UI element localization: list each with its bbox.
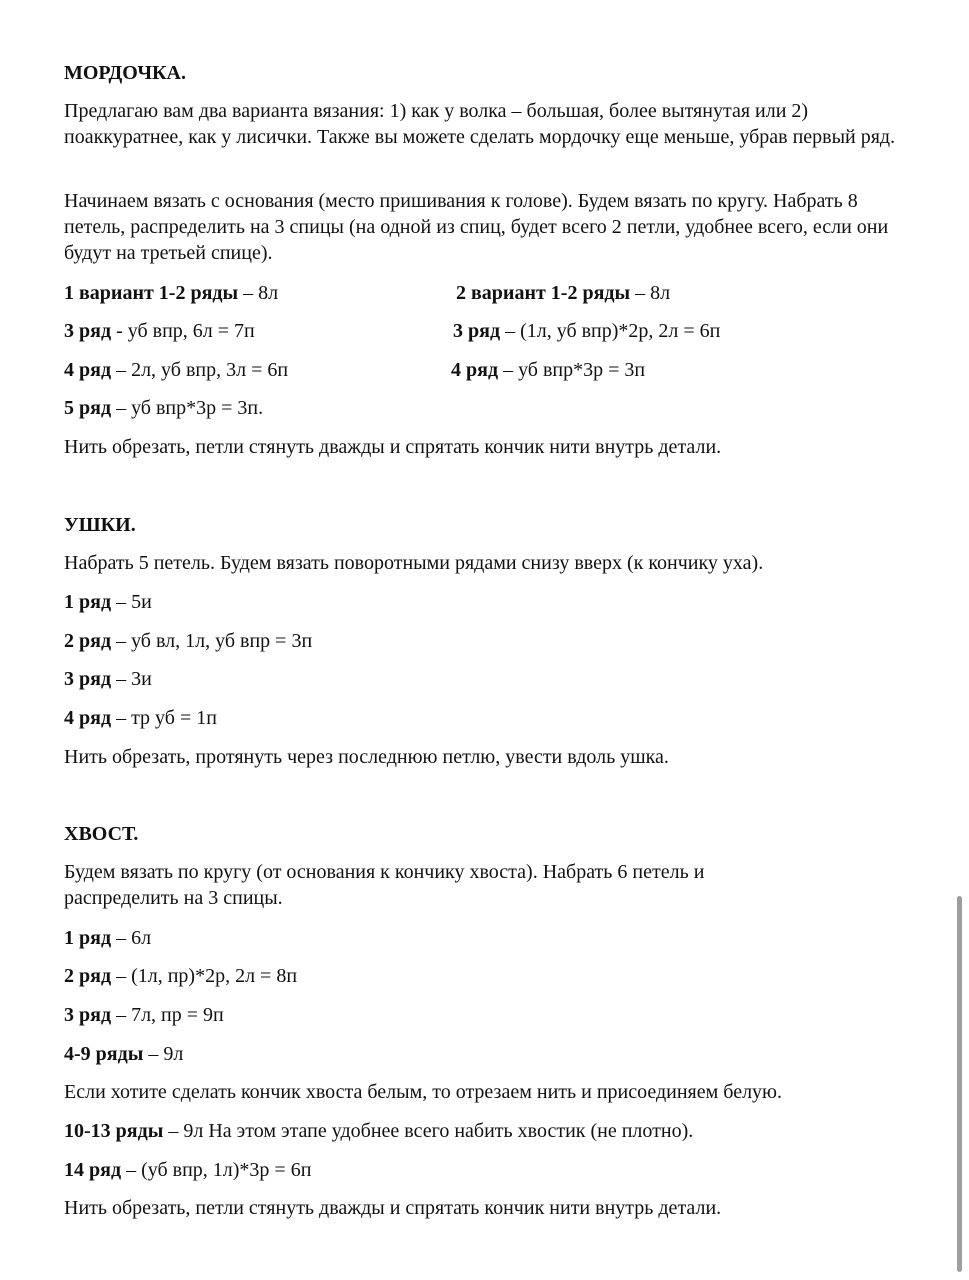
tail-row-4 xyxy=(64,1042,183,1066)
row-label: 2 ряд xyxy=(64,630,112,652)
row-label: 2 ряд xyxy=(64,965,112,987)
muzzle-intro: Предлагаю вам два варианта вязания: 1) как у волка – большая, более вытянутая или 2) поаккуратнее, как у лисички. Также вы можете сделать мордочку еще меньше, убрав первый ряд. xyxy=(64,100,896,148)
row-label: 3 ряд xyxy=(64,668,112,690)
muzzle-v2-row-3 xyxy=(451,358,645,382)
row-label: 2 вариант 1-2 ряды xyxy=(456,282,631,304)
row-text: – уб вл, 1л, уб впр = 3п xyxy=(111,630,313,652)
row-text: – 3и xyxy=(111,668,152,690)
muzzle-start: Начинаем вязать с основания (место пришивания к голове). Будем вязать по кругу. Набрать 8 петель, распределить на 3 спицы (на одной из спиц, будет всего 2 петли, удобнее всего, если они будут на третьей спице). xyxy=(64,190,889,264)
row-label: 4 ряд xyxy=(64,359,112,381)
ears-row-1 xyxy=(64,590,152,614)
row-text: – 5и xyxy=(111,591,152,613)
tail-white-note: Если хотите сделать кончик хвоста белым, то отрезаем нить и присоединяем белую. xyxy=(64,1081,782,1103)
row-label: 1 вариант 1-2 ряды xyxy=(64,282,239,304)
muzzle-heading: МОРДОЧКА. xyxy=(64,62,186,84)
row-text: – (1л, пр)*2р, 2л = 8п xyxy=(111,965,298,987)
ears-row-3 xyxy=(64,667,152,691)
row-label: 3 ряд xyxy=(453,320,501,342)
tail-finish: Нить обрезать, петли стянуть дважды и спрятать кончик нити внутрь детали. xyxy=(64,1197,722,1219)
row-text: - уб впр, 6л = 7п xyxy=(111,320,255,342)
muzzle-finish: Нить обрезать, петли стянуть дважды и спрятать кончик нити внутрь детали. xyxy=(64,436,722,458)
muzzle-v1-row-1 xyxy=(64,281,278,305)
row-label: 3 ряд xyxy=(64,1004,112,1026)
row-text: – 8л xyxy=(238,282,279,304)
muzzle-v1-row-3 xyxy=(64,358,288,382)
vertical-scrollbar[interactable] xyxy=(957,896,962,1272)
row-label: 14 ряд xyxy=(64,1159,122,1181)
row-text: – 2л, уб впр, 3л = 6п xyxy=(111,359,289,381)
row-text: – 7л, пр = 9п xyxy=(111,1004,224,1026)
row-label: 4-9 ряды xyxy=(64,1043,144,1065)
muzzle-v1-row-2 xyxy=(64,319,255,343)
tail-row-6 xyxy=(64,1158,311,1182)
muzzle-v2-row-2 xyxy=(453,319,720,343)
ears-finish: Нить обрезать, протянуть через последнюю петлю, увести вдоль ушка. xyxy=(64,746,669,768)
row-label: 4 ряд xyxy=(451,359,499,381)
tail-row-2 xyxy=(64,964,297,988)
row-label: 1 ряд xyxy=(64,591,112,613)
tail-row-3 xyxy=(64,1003,224,1027)
row-label: 5 ряд xyxy=(64,397,112,419)
tail-intro: Будем вязать по кругу (от основания к кончику хвоста). Набрать 6 петель и распределить на 3 спицы. xyxy=(64,861,705,909)
row-label: 3 ряд xyxy=(64,320,112,342)
row-label: 1 ряд xyxy=(64,927,112,949)
ears-heading: УШКИ. xyxy=(64,514,136,536)
ears-intro: Набрать 5 петель. Будем вязать поворотными рядами снизу вверх (к кончику уха). xyxy=(64,552,764,574)
ears-row-2 xyxy=(64,629,312,653)
muzzle-v2-row-1 xyxy=(456,281,670,305)
row-text: – уб впр*3р = 3п xyxy=(498,359,646,381)
ears-row-4 xyxy=(64,706,217,730)
row-text: – (уб впр, 1л)*3р = 6п xyxy=(121,1159,312,1181)
row-text: – тр уб = 1п xyxy=(111,707,217,729)
row-text: – уб впр*3р = 3п. xyxy=(111,397,264,419)
tail-heading: ХВОСТ. xyxy=(64,823,139,845)
muzzle-v1-row-4 xyxy=(64,396,263,420)
row-text: – (1л, уб впр)*2р, 2л = 6п xyxy=(500,320,721,342)
row-text: – 6л xyxy=(111,927,152,949)
row-text: – 8л xyxy=(630,282,671,304)
tail-row-1 xyxy=(64,926,151,950)
row-text: – 9л xyxy=(143,1043,184,1065)
row-label: 10-13 ряды xyxy=(64,1120,164,1142)
row-label: 4 ряд xyxy=(64,707,112,729)
tail-row-5 xyxy=(64,1119,693,1143)
row-text: – 9л На этом этапе удобнее всего набить хвостик (не плотно). xyxy=(163,1120,694,1142)
